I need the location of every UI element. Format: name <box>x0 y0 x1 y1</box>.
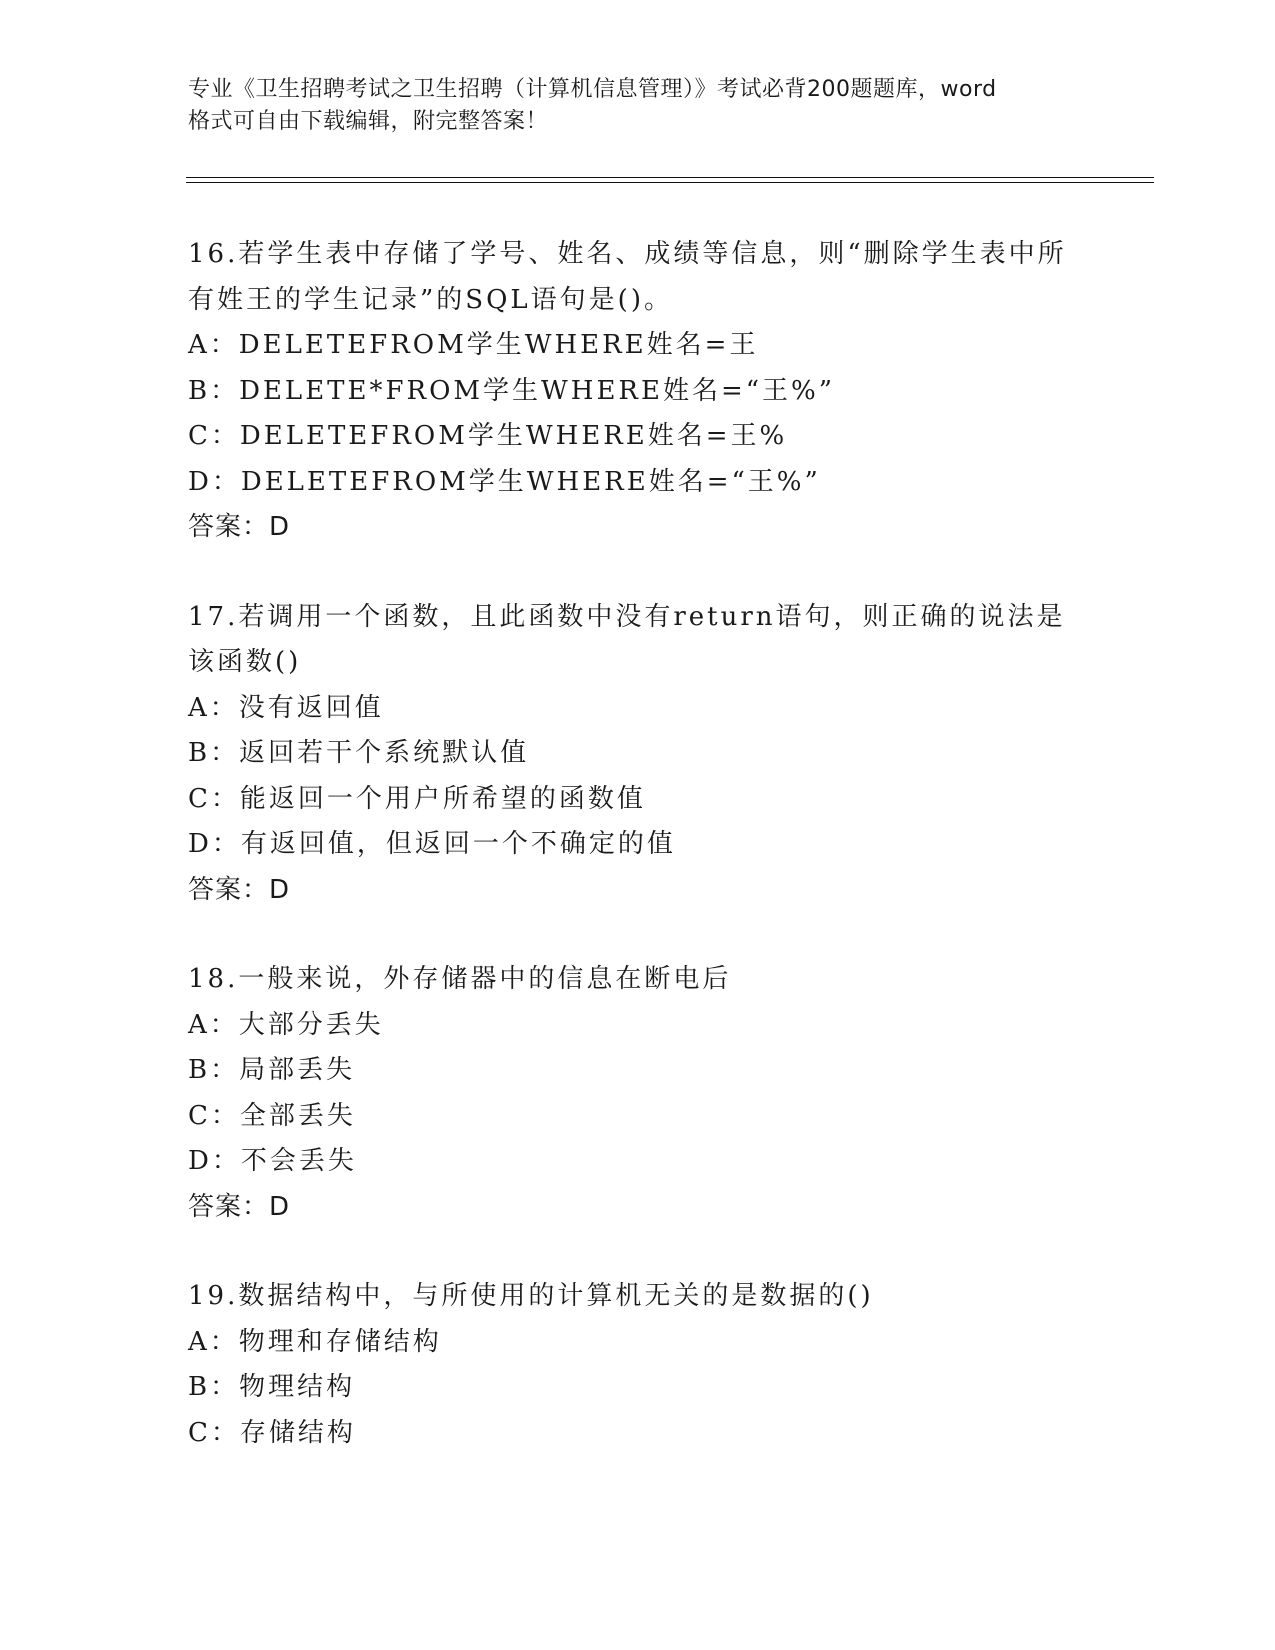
answer-line: 答案：D <box>188 1191 291 1222</box>
question-stem-continued: 有姓王的学生记录”的SQL语句是()。 <box>188 284 673 315</box>
question-17 <box>188 595 1088 914</box>
question-stem: 19.数据结构中，与所使用的计算机无关的是数据的() <box>188 1281 874 1311</box>
option-c: C：DELETEFROM学生WHERE姓名=王% <box>188 421 788 451</box>
option-b: B：DELETE*FROM学生WHERE姓名=“王%” <box>188 375 836 406</box>
header-divider-bottom <box>186 182 1154 183</box>
option-a: A：DELETEFROM学生WHERE姓名=王 <box>188 330 759 360</box>
option-c: C：全部丢失 <box>188 1100 356 1131</box>
question-stem: 18.一般来说，外存储器中的信息在断电后 <box>188 964 732 994</box>
question-stem: 16.若学生表中存储了学号、姓名、成绩等信息，则“删除学生表中所 <box>188 239 1067 269</box>
option-a: A：大部分丢失 <box>188 1009 384 1040</box>
header-line-1: 专业《卫生招聘考试之卫生招聘（计算机信息管理）》考试必背200题题库，word <box>188 77 997 102</box>
option-d: D：有返回值，但返回一个不确定的值 <box>188 829 676 859</box>
option-b: B：物理结构 <box>188 1372 356 1402</box>
option-a: A：物理和存储结构 <box>188 1326 442 1357</box>
question-stem-continued: 该函数() <box>188 647 302 677</box>
answer-line: 答案：D <box>188 512 291 542</box>
option-c: C：存储结构 <box>188 1417 356 1448</box>
option-a: A：没有返回值 <box>188 692 384 723</box>
option-b: B：返回若干个系统默认值 <box>188 738 530 768</box>
question-16 <box>188 232 1088 551</box>
header-divider-top <box>186 177 1154 178</box>
answer-line: 答案：D <box>188 874 291 905</box>
question-list <box>188 232 1088 1500</box>
option-c: C：能返回一个用户所希望的函数值 <box>188 783 646 814</box>
option-d: D：DELETEFROM学生WHERE姓名=“王%” <box>188 466 821 497</box>
option-b: B：局部丢失 <box>188 1055 356 1085</box>
question-18 <box>188 957 1088 1230</box>
question-19 <box>188 1274 1088 1456</box>
document-header <box>188 74 1088 138</box>
question-stem: 17.若调用一个函数，且此函数中没有return语句，则正确的说法是 <box>188 601 1066 632</box>
option-d: D：不会丢失 <box>188 1146 357 1176</box>
header-line-2: 格式可自由下载编辑，附完整答案！ <box>188 109 549 134</box>
